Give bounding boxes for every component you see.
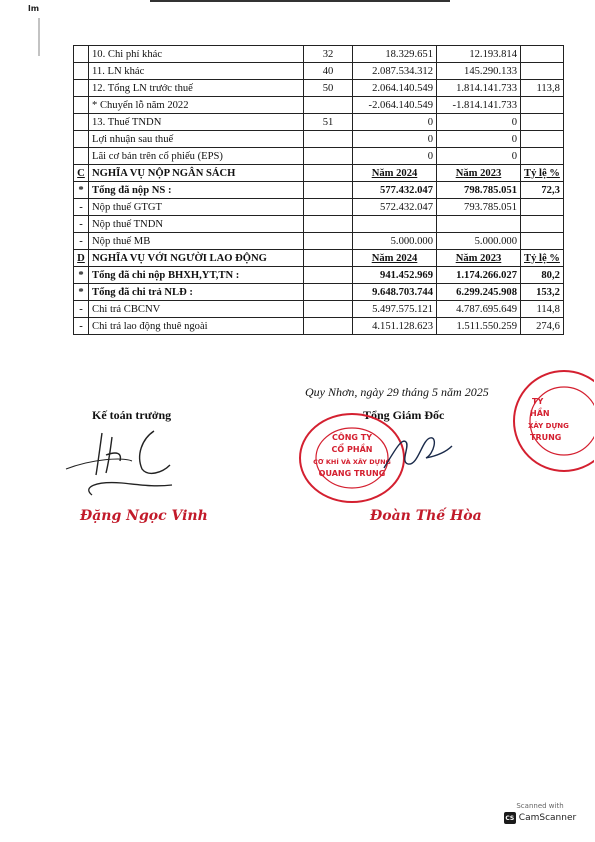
- row-code: [304, 250, 353, 267]
- row-value-2024: 572.432.047: [353, 199, 437, 216]
- row-label: Chi trả CBCNV: [89, 301, 304, 318]
- row-mark: -: [74, 318, 89, 335]
- table-row: [74, 148, 564, 165]
- row-code: [304, 216, 353, 233]
- row-value-2024: 5.000.000: [353, 233, 437, 250]
- row-mark: *: [74, 284, 89, 301]
- row-value-2024: 9.648.703.744: [353, 284, 437, 301]
- row-code: [304, 182, 353, 199]
- chief-accountant-signature: [62, 425, 182, 505]
- row-label: 13. Thuế TNDN: [89, 114, 304, 131]
- row-mark: C: [74, 165, 89, 182]
- row-value-2023: 145.290.133: [437, 63, 521, 80]
- row-code: [304, 165, 353, 182]
- row-value-2023: 1.174.266.027: [437, 267, 521, 284]
- row-code: [304, 199, 353, 216]
- table-row: [74, 199, 564, 216]
- row-label: Lợi nhuận sau thuế: [89, 131, 304, 148]
- row-label: Tổng đã chi nộp BHXH,YT,TN :: [89, 267, 304, 284]
- row-value-2023: 0: [437, 131, 521, 148]
- row-label: 12. Tổng LN trước thuế: [89, 80, 304, 97]
- table-row: [74, 284, 564, 301]
- row-code: [304, 318, 353, 335]
- row-ratio: 274,6: [521, 318, 564, 335]
- row-value-2023: [437, 216, 521, 233]
- table-row: [74, 97, 564, 114]
- row-code: [304, 131, 353, 148]
- row-label: NGHĨA VỤ NỘP NGÂN SÁCH: [89, 165, 304, 182]
- table-row: [74, 267, 564, 284]
- row-mark: [74, 114, 89, 131]
- scan-edge-line: [150, 0, 450, 2]
- row-value-2024: 0: [353, 148, 437, 165]
- row-ratio: [521, 148, 564, 165]
- row-ratio: [521, 131, 564, 148]
- row-label: Tổng đã chi trả NLĐ :: [89, 284, 304, 301]
- row-ratio: 114,8: [521, 301, 564, 318]
- row-value-2024: 0: [353, 114, 437, 131]
- camscanner-icon: CS: [504, 812, 516, 824]
- row-ratio: 113,8: [521, 80, 564, 97]
- row-ratio: [521, 216, 564, 233]
- row-ratio: 72,3: [521, 182, 564, 199]
- row-label: * Chuyển lỗ năm 2022: [89, 97, 304, 114]
- row-mark: [74, 97, 89, 114]
- table-row: [74, 318, 564, 335]
- general-director-name: Đoàn Thế Hòa: [370, 508, 482, 524]
- row-value-2024: 577.432.047: [353, 182, 437, 199]
- general-director-title: Tổng Giám Đốc: [363, 408, 445, 422]
- row-value-2023: Năm 2023: [437, 165, 521, 182]
- row-value-2024: 5.497.575.121: [353, 301, 437, 318]
- table-row: [74, 165, 564, 182]
- row-value-2023: -1.814.141.733: [437, 97, 521, 114]
- corner-mark: lm: [28, 4, 40, 13]
- row-value-2023: 793.785.051: [437, 199, 521, 216]
- row-value-2024: Năm 2024: [353, 165, 437, 182]
- camscanner-brand: CamScanner: [518, 813, 577, 823]
- row-value-2023: 0: [437, 114, 521, 131]
- row-value-2024: 941.452.969: [353, 267, 437, 284]
- table-row: [74, 182, 564, 199]
- row-mark: [74, 131, 89, 148]
- table-row: [74, 233, 564, 250]
- table-row: [74, 46, 564, 63]
- table-row: [74, 80, 564, 97]
- scanner-caption: Scanned with: [516, 802, 564, 810]
- row-ratio: 80,2: [521, 267, 564, 284]
- row-label: Lãi cơ bản trên cổ phiếu (EPS): [89, 148, 304, 165]
- table-row: [74, 114, 564, 131]
- row-mark: -: [74, 233, 89, 250]
- row-ratio: [521, 233, 564, 250]
- row-mark: *: [74, 182, 89, 199]
- row-code: 51: [304, 114, 353, 131]
- table-row: [74, 301, 564, 318]
- row-code: [304, 148, 353, 165]
- row-mark: [74, 46, 89, 63]
- row-value-2023: Năm 2023: [437, 250, 521, 267]
- row-label: Chi trả lao động thuê ngoài: [89, 318, 304, 335]
- row-label: Nộp thuế GTGT: [89, 199, 304, 216]
- row-label: Nộp thuế MB: [89, 233, 304, 250]
- table-row: [74, 216, 564, 233]
- row-mark: -: [74, 301, 89, 318]
- row-ratio: Tỷ lệ %: [521, 165, 564, 182]
- row-mark: D: [74, 250, 89, 267]
- row-mark: -: [74, 199, 89, 216]
- row-ratio: [521, 199, 564, 216]
- chief-accountant-title: Kế toán trưởng: [92, 408, 172, 422]
- row-mark: *: [74, 267, 89, 284]
- row-label: 11. LN khác: [89, 63, 304, 80]
- row-ratio: Tỷ lệ %: [521, 250, 564, 267]
- row-value-2023: 0: [437, 148, 521, 165]
- row-value-2023: 6.299.245.908: [437, 284, 521, 301]
- stamp-edge-line-3: XÂY DỰNG: [528, 422, 569, 430]
- row-value-2024: [353, 216, 437, 233]
- table-row: [74, 250, 564, 267]
- row-code: [304, 267, 353, 284]
- row-ratio: [521, 46, 564, 63]
- place-date: Quy Nhơn, ngày 29 tháng 5 năm 2025: [305, 385, 489, 399]
- scan-edge-artifact: [38, 18, 40, 56]
- row-value-2024: Năm 2024: [353, 250, 437, 267]
- row-label: Tổng đã nộp NS :: [89, 182, 304, 199]
- row-code: 40: [304, 63, 353, 80]
- stamp-line-1: CÔNG TY: [332, 433, 372, 442]
- row-code: [304, 301, 353, 318]
- stamp-edge-line-4: TRUNG: [530, 433, 562, 442]
- row-label: 10. Chi phí khác: [89, 46, 304, 63]
- financial-report-table: [73, 45, 564, 335]
- row-value-2023: 798.785.051: [437, 182, 521, 199]
- table-row: [74, 131, 564, 148]
- stamp-edge-line-2: HẦN: [530, 409, 550, 418]
- row-value-2024: 18.329.651: [353, 46, 437, 63]
- row-mark: [74, 80, 89, 97]
- row-value-2024: 0: [353, 131, 437, 148]
- row-value-2023: 1.511.550.259: [437, 318, 521, 335]
- row-value-2024: 2.087.534.312: [353, 63, 437, 80]
- row-code: 50: [304, 80, 353, 97]
- row-value-2024: 2.064.140.549: [353, 80, 437, 97]
- stamp-edge-line-1: TY: [532, 397, 544, 406]
- stamp-line-2: CỔ PHẦN: [331, 445, 373, 454]
- chief-accountant-name: Đặng Ngọc Vinh: [80, 508, 208, 524]
- row-ratio: [521, 114, 564, 131]
- general-director-signature: [378, 428, 458, 478]
- row-code: [304, 97, 353, 114]
- row-mark: -: [74, 216, 89, 233]
- row-code: [304, 284, 353, 301]
- row-mark: [74, 63, 89, 80]
- row-ratio: [521, 63, 564, 80]
- row-value-2023: 12.193.814: [437, 46, 521, 63]
- row-value-2023: 1.814.141.733: [437, 80, 521, 97]
- row-code: [304, 233, 353, 250]
- camscanner-badge: [498, 802, 582, 832]
- row-label: NGHĨA VỤ VỚI NGƯỜI LAO ĐỘNG: [89, 250, 304, 267]
- row-value-2024: -2.064.140.549: [353, 97, 437, 114]
- company-stamp-edge: [494, 368, 594, 474]
- row-value-2024: 4.151.128.623: [353, 318, 437, 335]
- stamp-line-4: QUANG TRUNG: [318, 469, 386, 478]
- row-code: 32: [304, 46, 353, 63]
- row-mark: [74, 148, 89, 165]
- table-row: [74, 63, 564, 80]
- stamp-line-3: CƠ KHÍ VÀ XÂY DỰNG: [313, 458, 391, 466]
- row-ratio: [521, 97, 564, 114]
- row-label: Nộp thuế TNDN: [89, 216, 304, 233]
- row-ratio: 153,2: [521, 284, 564, 301]
- row-value-2023: 4.787.695.649: [437, 301, 521, 318]
- row-value-2023: 5.000.000: [437, 233, 521, 250]
